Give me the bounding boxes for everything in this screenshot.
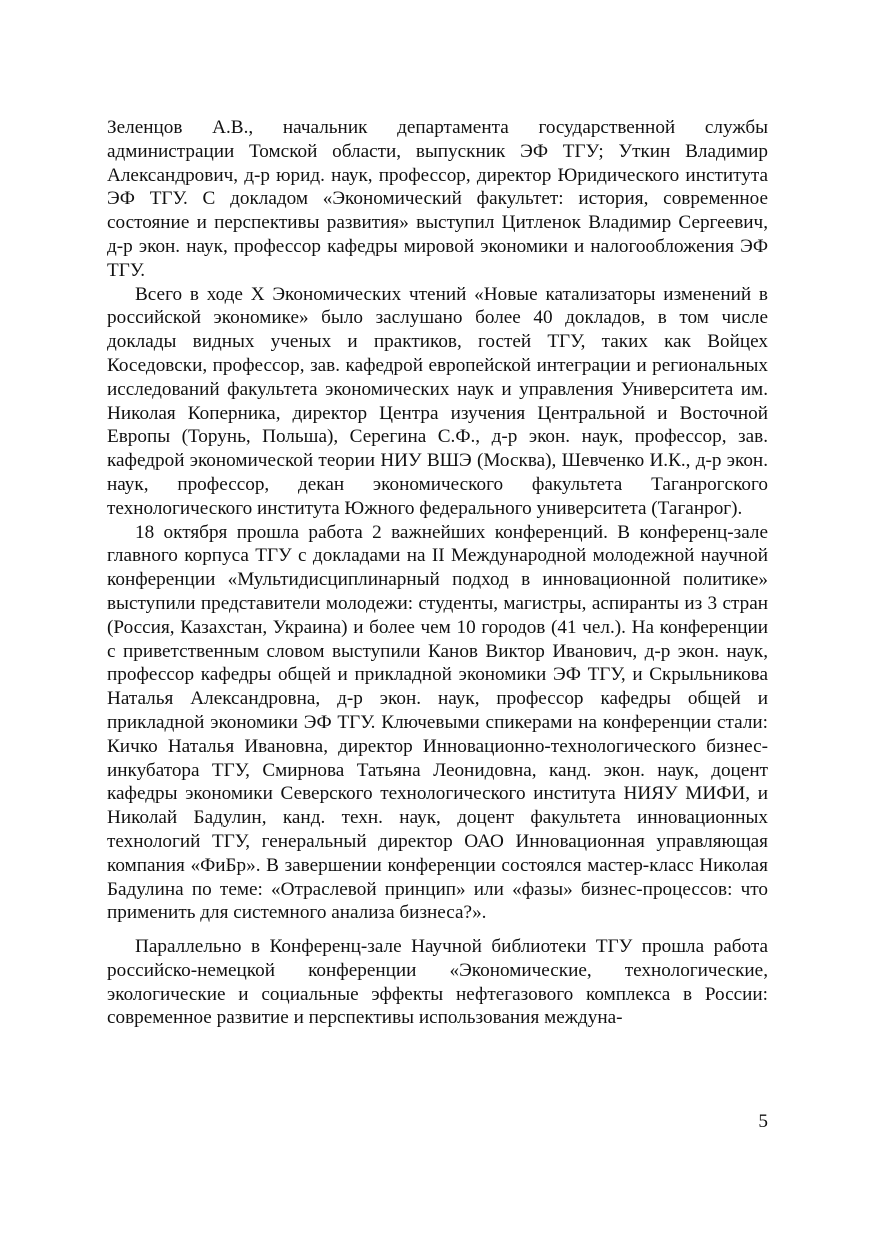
- body-text: [107, 116, 768, 1030]
- paragraph-4: Параллельно в Конференц-зале Научной библиотеки ТГУ прошла работа российско-немецкой конференции «Экономические, технологические, экологические и социальные эффекты нефтегазового комплекса в России: современное развитие и перспективы использования междуна-: [107, 936, 768, 1029]
- page-number: 5: [758, 1111, 768, 1132]
- paragraph-3: 18 октября прошла работа 2 важнейших конференций. В конференц-зале главного корпуса ТГУ с докладами на II Международной молодежной научной конференции «Мультидисциплинарный подход в инновационной политике» выступили представители молодежи: студенты, магистры, аспиранты из 3 стран (Россия, Казахстан, Украина) и более чем 10 городов (41 чел.). На конференции с приветственным словом выступили Канов Виктор Иванович, д-р экон. наук, профессор кафедры общей и прикладной экономики ЭФ ТГУ, и Скрыльникова Наталья Александровна, д-р экон. наук, профессор кафедры общей и прикладной экономики ЭФ ТГУ. Ключевыми спикерами на конференции стали: Кичко Наталья Ивановна, директор Инновационно-технологического бизнес-инкубатора ТГУ, Смирнова Татьяна Леонидовна, канд. экон. наук, доцент кафедры экономики Северского технологического института НИЯУ МИФИ, и Николай Бадулин, канд. техн. наук, доцент факультета инновационных технологий ТГУ, генеральный директор ОАО Инновационная управляющая компания «ФиБр». В завершении конференции состоялся мастер-класс Николая Бадулина по теме: «Отраслевой принцип» или «фазы» бизнес-процессов: что применить для системного анализа бизнеса?».: [107, 521, 768, 924]
- paragraph-2: Всего в ходе X Экономических чтений «Новые катализаторы изменений в российской экономике» было заслушано более 40 докладов, в том числе доклады видных ученых и практиков, гостей ТГУ, таких как Войцех Коседовски, профессор, зав. кафедрой европейской интеграции и региональных исследований факультета экономических наук и управления Университета им. Николая Коперника, директор Центра изучения Центральной и Восточной Европы (Торунь, Польша), Серегина С.Ф., д-р экон. наук, профессор, зав. кафедрой экономической теории НИУ ВШЭ (Москва), Шевченко И.К., д-р экон. наук, профессор, декан экономического факультета Таганрогского технологического института Южного федерального университета (Таганрог).: [107, 283, 768, 519]
- paragraph-1: Зеленцов А.В., начальник департамента государственной службы администрации Томской области, выпускник ЭФ ТГУ; Уткин Владимир Александрович, д-р юрид. наук, профессор, директор Юридического института ЭФ ТГУ. С докладом «Экономический факультет: история, современное состояние и перспективы развития» выступил Цитленок Владимир Сергеевич, д-р экон. наук, профессор кафедры мировой экономики и налогообложения ЭФ ТГУ.: [107, 117, 768, 281]
